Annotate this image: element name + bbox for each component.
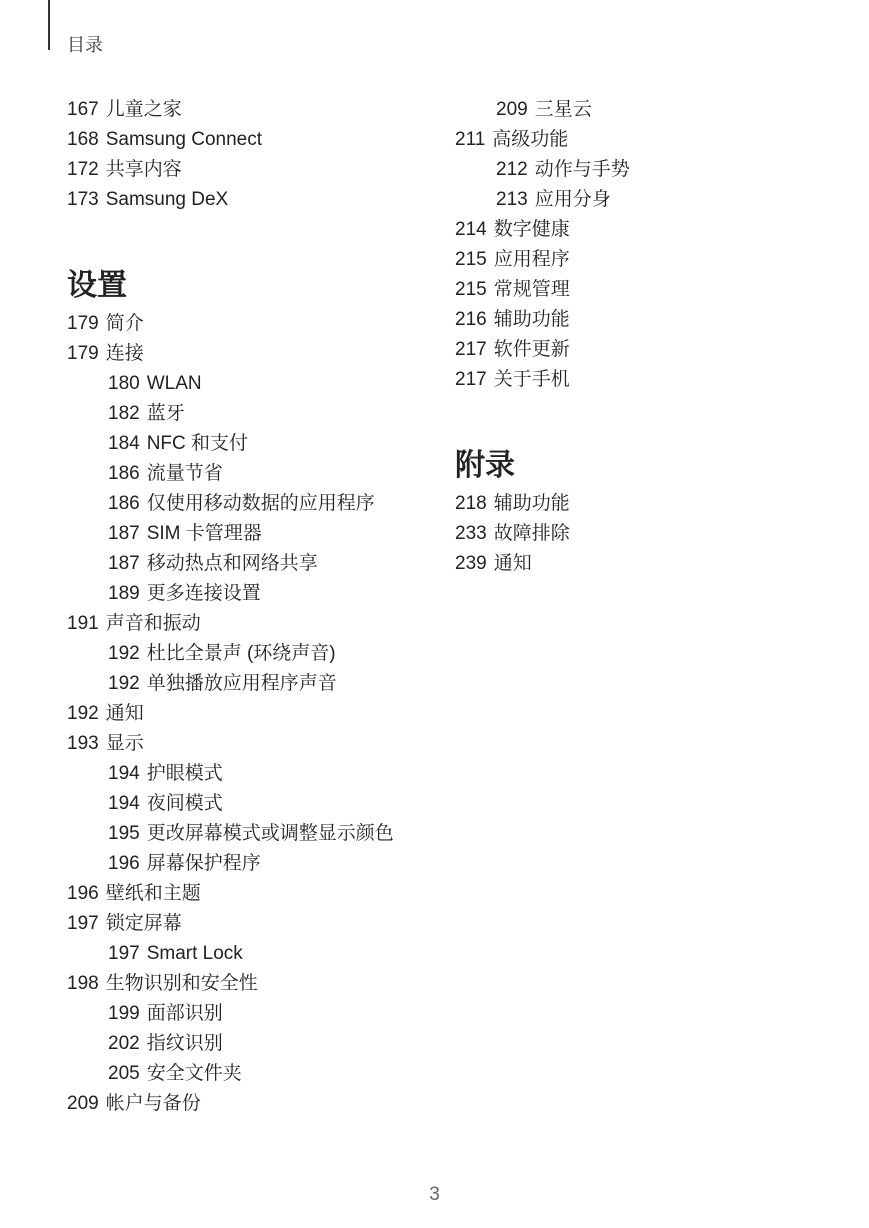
toc-entry[interactable] <box>67 882 407 912</box>
toc-entry-page: 209 <box>67 1093 99 1114</box>
toc-entry-title: 声音和振动 <box>105 613 201 634</box>
toc-entry[interactable] <box>67 612 407 642</box>
toc-entry-page: 197 <box>108 943 140 964</box>
toc-entry-title: SIM 卡管理器 <box>146 523 262 544</box>
toc-entry-page: 191 <box>67 613 99 634</box>
toc-entry-title: NFC 和支付 <box>146 433 249 454</box>
toc-entry-title: 简介 <box>105 313 144 334</box>
toc-entry-page: 192 <box>67 703 99 724</box>
toc-entry[interactable] <box>67 128 407 158</box>
section-title-appendix: 附录 <box>455 449 515 482</box>
toc-entry-page: 182 <box>108 403 140 424</box>
toc-entry-title: Samsung DeX <box>105 189 229 210</box>
toc-entry[interactable] <box>455 338 795 368</box>
toc-entry-page: 167 <box>67 99 99 120</box>
toc-entry[interactable] <box>67 312 407 342</box>
toc-entry[interactable] <box>67 462 407 492</box>
toc-entry-page: 195 <box>108 823 140 844</box>
toc-entry-page: 217 <box>455 339 487 360</box>
toc-entry[interactable] <box>67 492 407 522</box>
toc-entry-title: 儿童之家 <box>105 99 182 120</box>
toc-entry-page: 218 <box>455 493 487 514</box>
toc-entry-page: 212 <box>496 159 528 180</box>
toc-entry[interactable] <box>67 912 407 942</box>
toc-entry-page: 187 <box>108 523 140 544</box>
toc-entry-page: 173 <box>67 189 99 210</box>
toc-entry-title: 单独播放应用程序声音 <box>146 673 337 694</box>
toc-entry-title: 蓝牙 <box>146 403 185 424</box>
toc-entry-page: 172 <box>67 159 99 180</box>
toc-entry-page: 192 <box>108 673 140 694</box>
page-number: 3 <box>429 1184 440 1205</box>
toc-entry[interactable] <box>67 158 407 188</box>
header-rule <box>48 0 50 50</box>
toc-entry[interactable] <box>67 762 407 792</box>
toc-entry-title: 软件更新 <box>493 339 570 360</box>
toc-entry[interactable] <box>455 98 795 128</box>
toc-entry-title: 壁纸和主题 <box>105 883 201 904</box>
toc-left-column <box>67 98 407 1122</box>
toc-entry[interactable] <box>67 852 407 882</box>
toc-entry-title: 护眼模式 <box>146 763 223 784</box>
toc-entry-page: 194 <box>108 793 140 814</box>
toc-entry-page: 194 <box>108 763 140 784</box>
toc-right-column <box>455 98 795 582</box>
toc-entry-title: Samsung Connect <box>105 129 263 150</box>
toc-entry-page: 202 <box>108 1033 140 1054</box>
toc-entry-title: 数字健康 <box>493 219 570 240</box>
toc-entry[interactable] <box>67 342 407 372</box>
toc-entry-title: 共享内容 <box>105 159 182 180</box>
toc-entry-page: 197 <box>67 913 99 934</box>
toc-entry-page: 213 <box>496 189 528 210</box>
toc-entry[interactable] <box>455 552 795 582</box>
toc-entry[interactable] <box>67 672 407 702</box>
toc-entry-page: 189 <box>108 583 140 604</box>
toc-entry[interactable] <box>67 98 407 128</box>
toc-entry-page: 211 <box>455 129 486 150</box>
toc-entry-page: 196 <box>108 853 140 874</box>
toc-entry-title: 生物识别和安全性 <box>105 973 258 994</box>
page-header-title: 目录 <box>67 35 103 55</box>
toc-entry-title: 辅助功能 <box>493 309 570 330</box>
toc-entry[interactable] <box>67 1092 407 1122</box>
toc-entry[interactable] <box>67 432 407 462</box>
toc-entry-title: 指纹识别 <box>146 1033 223 1054</box>
toc-entry[interactable] <box>67 582 407 612</box>
toc-entry-title: 屏幕保护程序 <box>146 853 261 874</box>
toc-entry-page: 216 <box>455 309 487 330</box>
toc-entry-title: 通知 <box>493 553 532 574</box>
toc-entry-title: 更多连接设置 <box>146 583 261 604</box>
toc-entry-title: 锁定屏幕 <box>105 913 182 934</box>
toc-entry-title: WLAN <box>146 373 202 394</box>
toc-entry-title: 常规管理 <box>493 279 570 300</box>
toc-entry-page: 168 <box>67 129 99 150</box>
toc-entry-page: 214 <box>455 219 487 240</box>
toc-entry-title: 流量节省 <box>146 463 223 484</box>
toc-entry-page: 233 <box>455 523 487 544</box>
toc-entry[interactable] <box>67 522 407 552</box>
toc-entry[interactable] <box>455 188 795 218</box>
toc-entry[interactable] <box>67 552 407 582</box>
toc-entry-page: 209 <box>496 99 528 120</box>
toc-entry[interactable] <box>67 792 407 822</box>
toc-entry-page: 186 <box>108 493 140 514</box>
toc-entry[interactable] <box>67 1002 407 1032</box>
toc-entry[interactable] <box>67 702 407 732</box>
toc-entry[interactable] <box>67 402 407 432</box>
toc-entry-title: 动作与手势 <box>534 159 630 180</box>
toc-group-left-2 <box>67 312 407 1122</box>
toc-entry-page: 205 <box>108 1063 140 1084</box>
toc-entry[interactable] <box>455 128 795 158</box>
toc-entry[interactable] <box>67 1062 407 1092</box>
toc-entry-page: 179 <box>67 343 99 364</box>
toc-entry-title: 杜比全景声 (环绕声音) <box>146 643 336 664</box>
toc-entry-page: 192 <box>108 643 140 664</box>
section-title-settings: 设置 <box>67 269 127 302</box>
toc-group-right-1 <box>455 98 795 398</box>
toc-entry-page: 184 <box>108 433 140 454</box>
toc-entry-page: 193 <box>67 733 99 754</box>
toc-entry-title: 应用分身 <box>534 189 611 210</box>
toc-entry[interactable] <box>67 188 407 218</box>
toc-entry[interactable] <box>455 522 795 552</box>
toc-entry-page: 187 <box>108 553 140 574</box>
toc-entry-title: 辅助功能 <box>493 493 570 514</box>
toc-entry-title: 显示 <box>105 733 144 754</box>
toc-entry-page: 196 <box>67 883 99 904</box>
toc-entry-page: 186 <box>108 463 140 484</box>
toc-entry-page: 239 <box>455 553 487 574</box>
toc-entry-page: 215 <box>455 279 487 300</box>
toc-entry-title: 仅使用移动数据的应用程序 <box>146 493 375 514</box>
toc-entry[interactable] <box>67 942 407 972</box>
toc-entry-title: 夜间模式 <box>146 793 223 814</box>
toc-entry[interactable] <box>67 732 407 762</box>
toc-entry[interactable] <box>67 822 407 852</box>
toc-entry-title: 应用程序 <box>493 249 570 270</box>
toc-entry-title: 安全文件夹 <box>146 1063 242 1084</box>
toc-entry-title: 通知 <box>105 703 144 724</box>
toc-entry-title: 故障排除 <box>493 523 570 544</box>
toc-entry-title: 帐户与备份 <box>105 1093 201 1114</box>
toc-entry-title: 面部识别 <box>146 1003 223 1024</box>
toc-entry[interactable] <box>455 278 795 308</box>
toc-entry[interactable] <box>455 308 795 338</box>
toc-entry-title: 三星云 <box>534 99 592 120</box>
toc-entry-page: 198 <box>67 973 99 994</box>
toc-entry[interactable] <box>67 972 407 1002</box>
toc-entry[interactable] <box>455 218 795 248</box>
toc-group-right-2 <box>455 492 795 582</box>
toc-entry-title: 移动热点和网络共享 <box>146 553 318 574</box>
toc-entry-page: 199 <box>108 1003 140 1024</box>
toc-entry[interactable] <box>455 368 795 398</box>
toc-entry-title: Smart Lock <box>146 943 243 964</box>
toc-entry-title: 高级功能 <box>492 129 569 150</box>
toc-entry-title: 更改屏幕模式或调整显示颜色 <box>146 823 394 844</box>
toc-entry[interactable] <box>67 1032 407 1062</box>
toc-entry-page: 180 <box>108 373 140 394</box>
toc-entry-title: 连接 <box>105 343 144 364</box>
toc-entry-page: 215 <box>455 249 487 270</box>
toc-entry[interactable] <box>455 492 795 522</box>
toc-entry[interactable] <box>455 248 795 278</box>
toc-entry[interactable] <box>67 372 407 402</box>
toc-entry[interactable] <box>455 158 795 188</box>
toc-entry-title: 关于手机 <box>493 369 570 390</box>
toc-entry[interactable] <box>67 642 407 672</box>
toc-group-left-1 <box>67 98 407 218</box>
toc-entry-page: 217 <box>455 369 487 390</box>
toc-entry-page: 179 <box>67 313 99 334</box>
